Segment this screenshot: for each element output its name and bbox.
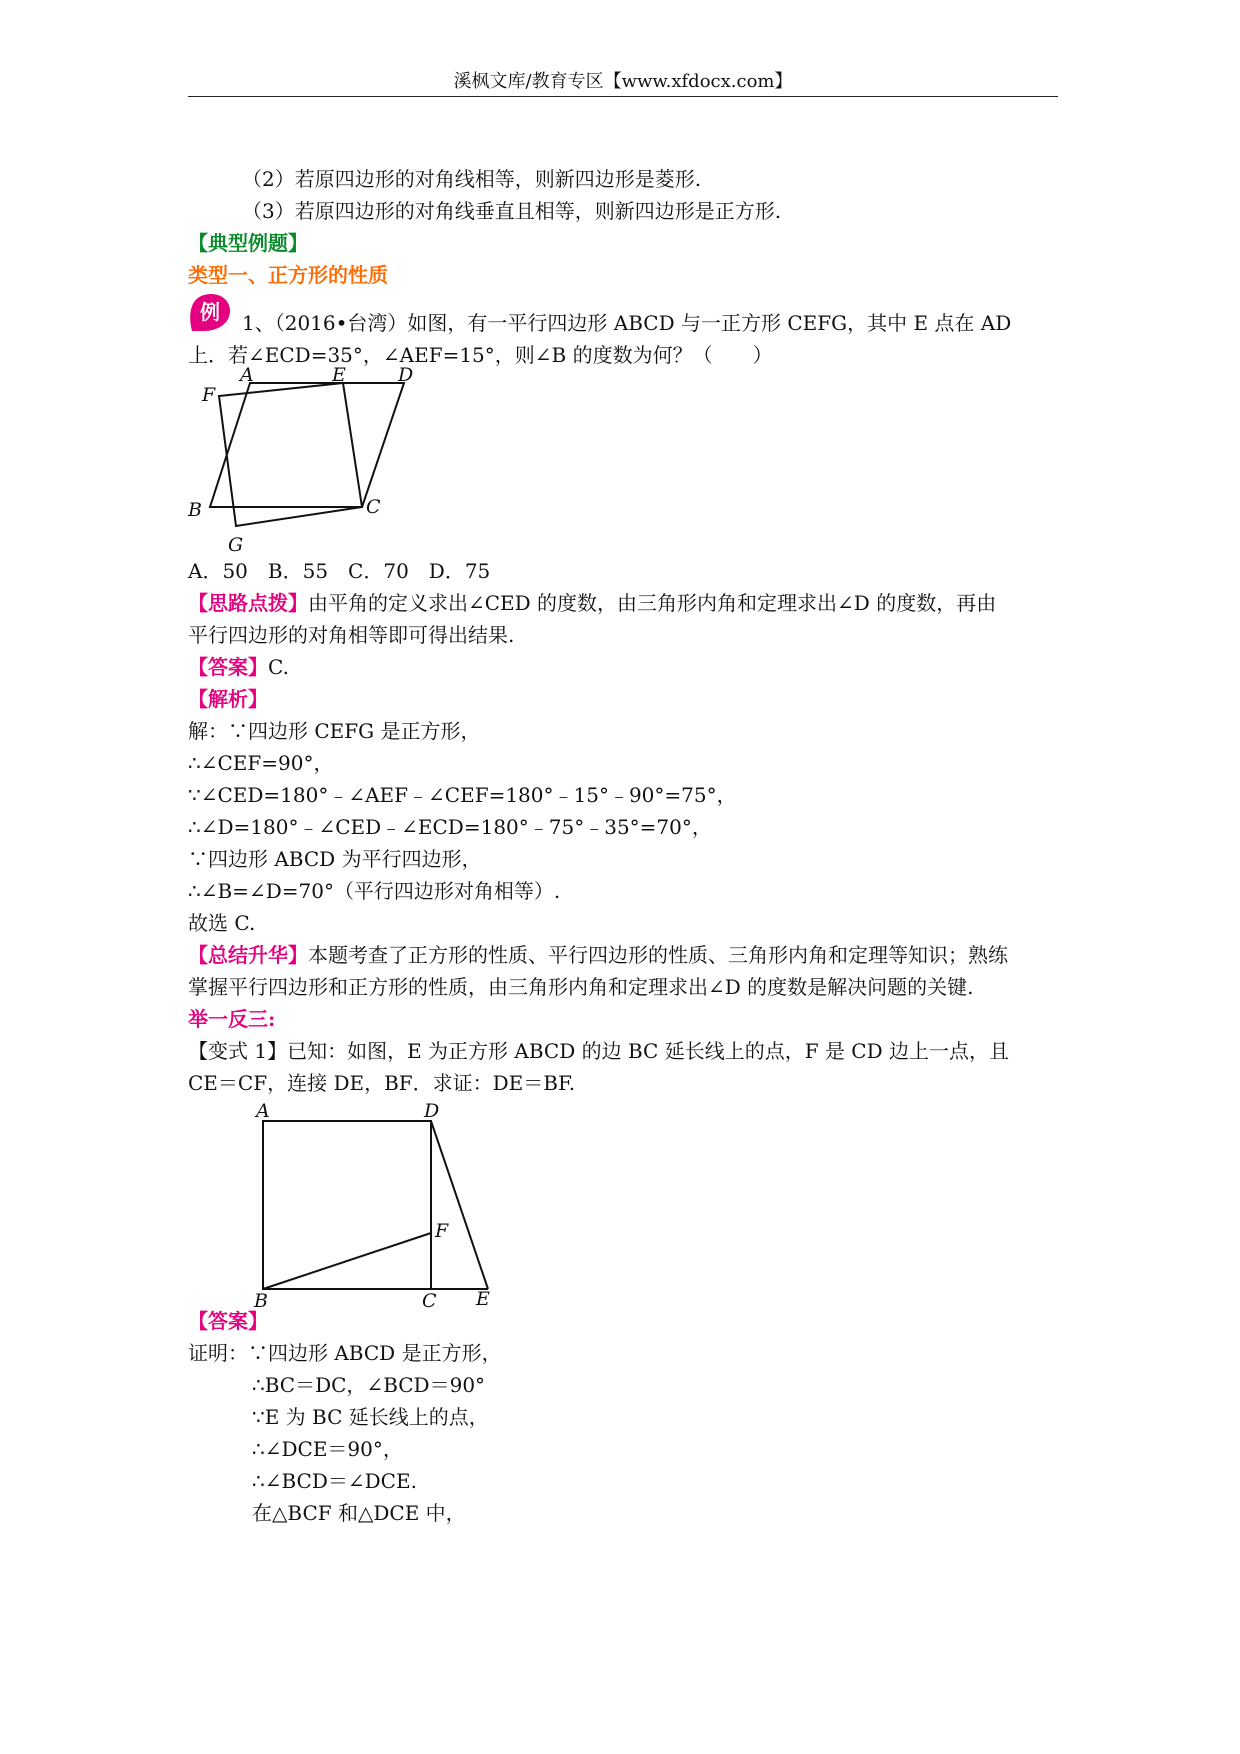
intro-line-2: （2）若原四边形的对角线相等，则新四边形是菱形.	[242, 167, 702, 191]
summary-line-1: 【总结升华】本题考查了正方形的性质、平行四边形的性质、三角形内角和定理等知识；熟练	[188, 943, 1008, 967]
analysis-line: ∴∠CEF=90°，	[188, 751, 334, 775]
proof-line: 证明：∵四边形 ABCD 是正方形，	[188, 1341, 502, 1365]
answer-options: A．50 B．55 C．70 D．75	[188, 559, 491, 583]
example-question-line-1: 1、（2016•台湾）如图，有一平行四边形 ABCD 与一正方形 CEFG，其中 E 点在 AD	[242, 311, 1012, 335]
analysis-tag: 【解析】	[188, 687, 268, 711]
hint-line-2: 平行四边形的对角相等即可得出结果.	[188, 623, 515, 647]
segment-bf	[263, 1233, 431, 1289]
proof-line: 在△BCF 和△DCE 中，	[252, 1501, 466, 1525]
type-title: 类型一、正方形的性质	[188, 263, 388, 287]
segment-de	[431, 1121, 488, 1289]
hint-tag: 【思路点拨】	[188, 591, 308, 615]
square-cefg	[219, 383, 362, 526]
parallelogram-square-diagram	[188, 364, 448, 556]
proof-line: ∵E 为 BC 延长线上的点，	[252, 1405, 489, 1429]
page-header: 溪枫文库/教育专区【www.xfdocx.com】	[188, 70, 1058, 97]
intro-line-3: （3）若原四边形的对角线垂直且相等，则新四边形是正方形.	[242, 199, 782, 223]
variant-line-2: CE＝CF，连接 DE，BF．求证：DE＝BF.	[188, 1071, 576, 1095]
example-question-line-2: 上．若∠ECD=35°，∠AEF=15°，则∠B 的度数为何？（ ）	[188, 343, 773, 367]
svg-text:例: 例	[200, 300, 220, 324]
analysis-line: ∴∠B=∠D=70°（平行四边形对角相等）.	[188, 879, 561, 903]
summary-line-2: 掌握平行四边形和正方形的性质，由三角形内角和定理求出∠D 的度数是解决问题的关键.	[188, 975, 974, 999]
label-d: D	[398, 364, 414, 386]
example-badge-icon	[186, 291, 234, 335]
variant-figure	[188, 1099, 1058, 1312]
analysis-line: ∵∠CED=180°﹣∠AEF﹣∠CEF=180°﹣15°﹣90°=75°，	[188, 783, 737, 807]
analysis-line: 故选 C.	[188, 911, 256, 935]
label-a: A	[240, 364, 254, 386]
label-b: B	[254, 1290, 268, 1312]
answer2-tag: 【答案】	[188, 1309, 268, 1333]
label-d: D	[424, 1100, 440, 1122]
example-figure	[188, 364, 1058, 556]
square-abcd	[263, 1121, 431, 1289]
example-block	[188, 291, 1058, 371]
analysis-line: ∵四边形 ABCD 为平行四边形，	[188, 847, 482, 871]
document-body	[188, 163, 1058, 1529]
parallelogram-abcd	[210, 383, 404, 507]
answer-tag: 【答案】	[188, 655, 268, 679]
label-c: C	[366, 496, 381, 518]
analysis-line: 解：∵四边形 CEFG 是正方形，	[188, 719, 481, 743]
label-e: E	[332, 364, 346, 386]
proof-line: ∴∠BCD＝∠DCE.	[252, 1469, 417, 1493]
label-c: C	[422, 1290, 437, 1312]
square-abcd-diagram	[188, 1099, 490, 1312]
analysis-line: ∴∠D=180°﹣∠CED﹣∠ECD=180°﹣75°﹣35°=70°，	[188, 815, 712, 839]
label-f: F	[435, 1220, 449, 1242]
label-b: B	[188, 499, 202, 521]
label-a: A	[256, 1100, 270, 1122]
label-f: F	[202, 384, 216, 406]
proof-line: ∴∠DCE＝90°，	[252, 1437, 403, 1461]
section-title: 【典型例题】	[188, 231, 308, 255]
summary-tag: 【总结升华】	[188, 943, 308, 967]
hint-line-1: 【思路点拨】由平角的定义求出∠CED 的度数，由三角形内角和定理求出∠D 的度数，再由	[188, 591, 997, 615]
label-e: E	[476, 1288, 490, 1310]
variant-line-1: 【变式 1】已知：如图，E 为正方形 ABCD 的边 BC 延长线上的点，F 是 CD 边上一点，且	[188, 1039, 1009, 1063]
practice-title: 举一反三:	[188, 1007, 276, 1031]
label-g: G	[228, 534, 244, 556]
proof-line: ∴BC＝DC，∠BCD＝90°	[252, 1373, 486, 1397]
answer-line: 【答案】C.	[188, 655, 289, 679]
